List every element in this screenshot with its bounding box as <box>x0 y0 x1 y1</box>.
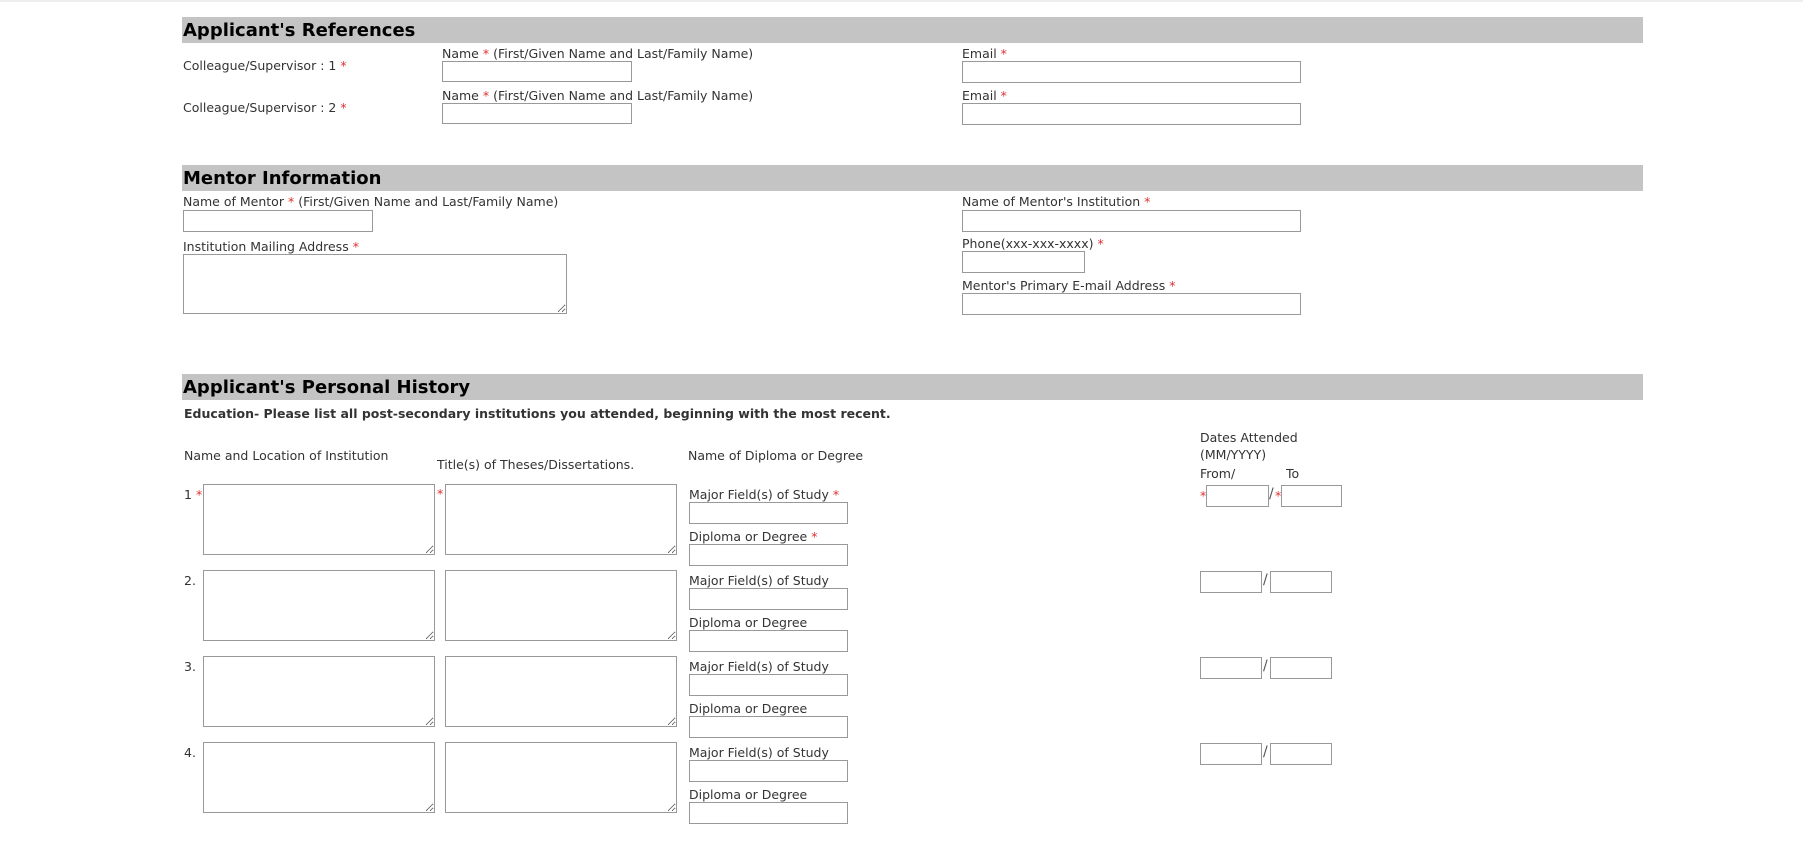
mentor-phone-label: Phone(xxx-xxx-xxxx) * <box>962 236 1104 251</box>
col-header-dates-format: (MM/YYYY) <box>1200 447 1267 462</box>
row-4-to-date-input[interactable] <box>1270 743 1332 765</box>
row-3-major-input[interactable] <box>689 674 848 696</box>
section-header-mentor <box>182 165 1643 191</box>
mentor-email-input[interactable] <box>962 293 1301 315</box>
row-1-diploma-label: Diploma or Degree * <box>689 529 818 544</box>
reference-1-name-label: Name * (First/Given Name and Last/Family Name) <box>442 46 754 61</box>
row-3-major-label: Major Field(s) of Study <box>689 659 829 674</box>
row-2-date-separator: / <box>1263 572 1268 588</box>
row-1-theses-textarea[interactable] <box>445 484 677 555</box>
row-2-number: 2. <box>184 573 196 588</box>
row-1-major-label: Major Field(s) of Study * <box>689 487 840 502</box>
row-2-diploma-input[interactable] <box>689 630 848 652</box>
section-header-history <box>182 374 1643 400</box>
row-1-to-required: * <box>1275 488 1282 503</box>
row-1-date-separator: / <box>1269 486 1274 502</box>
row-3-diploma-label: Diploma or Degree <box>689 701 808 716</box>
row-1-to-date-input[interactable] <box>1281 485 1342 507</box>
reference-2-email-input[interactable] <box>962 103 1301 125</box>
row-2-institution-textarea[interactable] <box>203 570 435 641</box>
col-header-to: To <box>1286 466 1300 481</box>
row-4-number: 4. <box>184 745 196 760</box>
reference-1-email-label: Email * <box>962 46 1007 61</box>
row-2-major-label: Major Field(s) of Study <box>689 573 829 588</box>
row-3-diploma-input[interactable] <box>689 716 848 738</box>
row-4-from-date-input[interactable] <box>1200 743 1262 765</box>
col-header-institution: Name and Location of Institution <box>184 448 389 463</box>
mentor-institution-label: Name of Mentor's Institution * <box>962 194 1151 209</box>
col-header-from: From/ <box>1200 466 1236 481</box>
row-1-from-date-input[interactable] <box>1206 485 1269 507</box>
row-4-institution-textarea[interactable] <box>203 742 435 813</box>
top-border <box>0 0 1803 2</box>
reference-2-name-input[interactable] <box>442 103 632 124</box>
reference-2-name-label: Name * (First/Given Name and Last/Family Name) <box>442 88 754 103</box>
reference-1-name-input[interactable] <box>442 61 632 82</box>
reference-2-row-label: Colleague/Supervisor : 2 * <box>183 100 347 115</box>
row-3-number: 3. <box>184 659 196 674</box>
row-3-to-date-input[interactable] <box>1270 657 1332 679</box>
row-1-number: 1 * <box>184 487 203 502</box>
row-3-theses-textarea[interactable] <box>445 656 677 727</box>
row-3-from-date-input[interactable] <box>1200 657 1262 679</box>
section-title: Applicant's Personal History <box>183 377 471 398</box>
section-title: Applicant's References <box>183 20 416 41</box>
row-4-major-label: Major Field(s) of Study <box>689 745 829 760</box>
row-2-to-date-input[interactable] <box>1270 571 1332 593</box>
reference-2-email-label: Email * <box>962 88 1007 103</box>
row-1-diploma-input[interactable] <box>689 544 848 566</box>
reference-1-email-input[interactable] <box>962 61 1301 83</box>
education-intro: Education- Please list all post-secondary institutions you attended, beginning with the most recent. <box>184 406 891 421</box>
col-header-degree: Name of Diploma or Degree <box>688 448 864 463</box>
col-header-dates: Dates Attended <box>1200 430 1298 445</box>
row-4-diploma-label: Diploma or Degree <box>689 787 808 802</box>
row-2-theses-textarea[interactable] <box>445 570 677 641</box>
row-2-from-date-input[interactable] <box>1200 571 1262 593</box>
mentor-address-label: Institution Mailing Address * <box>183 239 359 254</box>
col-header-theses: Title(s) of Theses/Dissertations. <box>437 457 635 472</box>
row-1-theses-required: * <box>437 486 444 501</box>
mentor-name-label: Name of Mentor * (First/Given Name and Last/Family Name) <box>183 194 559 209</box>
mentor-address-textarea[interactable] <box>183 254 567 314</box>
row-3-date-separator: / <box>1263 658 1268 674</box>
row-2-major-input[interactable] <box>689 588 848 610</box>
row-4-theses-textarea[interactable] <box>445 742 677 813</box>
reference-1-row-label: Colleague/Supervisor : 1 * <box>183 58 347 73</box>
row-3-institution-textarea[interactable] <box>203 656 435 727</box>
section-title: Mentor Information <box>183 168 382 189</box>
section-header-references <box>182 17 1643 43</box>
row-1-major-input[interactable] <box>689 502 848 524</box>
row-4-major-input[interactable] <box>689 760 848 782</box>
row-1-from-required: * <box>1200 488 1207 503</box>
mentor-institution-input[interactable] <box>962 210 1301 232</box>
row-4-date-separator: / <box>1263 744 1268 760</box>
mentor-phone-input[interactable] <box>962 251 1085 273</box>
row-2-diploma-label: Diploma or Degree <box>689 615 808 630</box>
mentor-name-input[interactable] <box>183 210 373 232</box>
mentor-email-label: Mentor's Primary E-mail Address * <box>962 278 1176 293</box>
row-4-diploma-input[interactable] <box>689 802 848 824</box>
row-1-institution-textarea[interactable] <box>203 484 435 555</box>
